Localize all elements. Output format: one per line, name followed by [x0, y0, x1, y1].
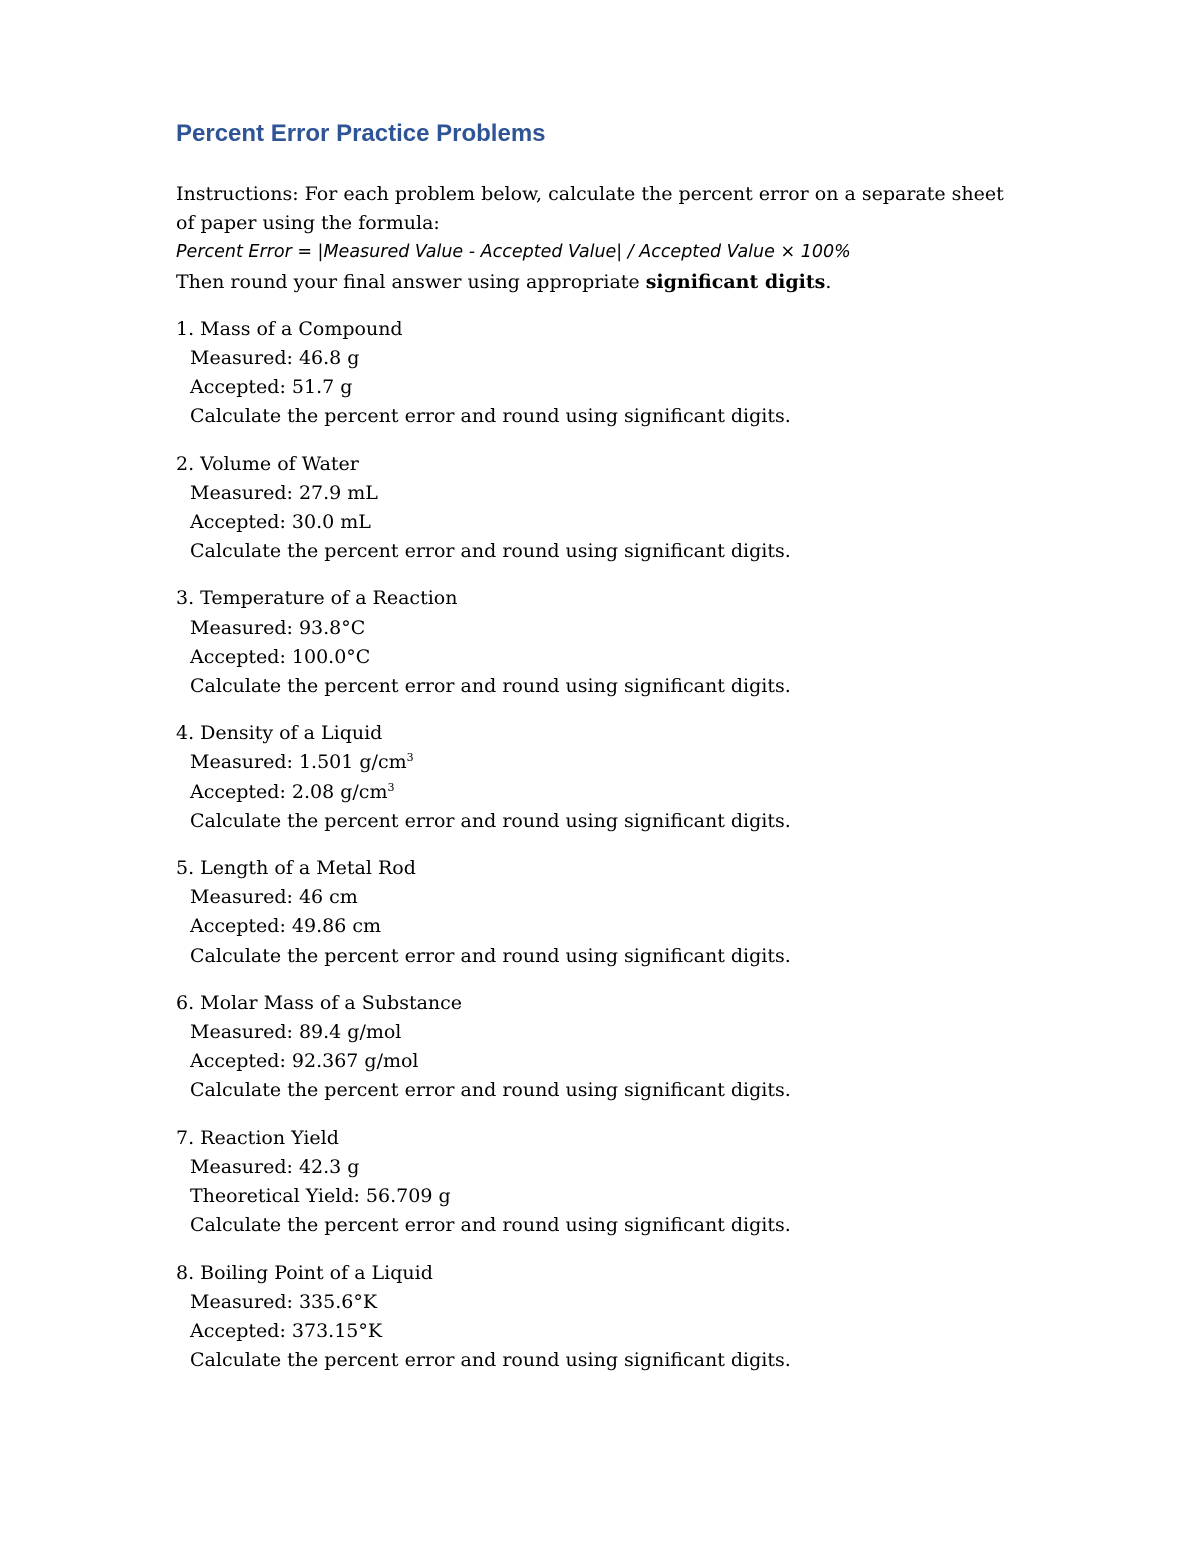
- problem-3: [176, 584, 1026, 701]
- problem-8: [176, 1259, 1026, 1376]
- measured-value: Measured: 46 cm: [190, 886, 358, 909]
- document-page: [176, 118, 1026, 1393]
- accepted-value: Accepted: 30.0 mL: [190, 511, 371, 534]
- measured-text: Measured: 1.501 g/cm: [190, 751, 407, 774]
- measured-value: Measured: 89.4 g/mol: [190, 1021, 402, 1044]
- problem-2: [176, 450, 1026, 567]
- accepted-value: Accepted: 100.0°C: [190, 645, 371, 668]
- instructions: [176, 180, 1026, 297]
- problem-task: Calculate the percent error and round using significant digits.: [190, 1079, 791, 1102]
- measured-value: Measured: 27.9 mL: [190, 481, 378, 504]
- problem-task: Calculate the percent error and round using significant digits.: [190, 809, 791, 832]
- problem-heading: 7. Reaction Yield: [176, 1126, 339, 1149]
- accepted-value: Theoretical Yield: 56.709 g: [190, 1185, 451, 1208]
- problem-1: [176, 315, 1026, 432]
- problem-5: [176, 854, 1026, 971]
- problem-6: [176, 989, 1026, 1106]
- accepted-value: Accepted: 92.367 g/mol: [190, 1050, 419, 1073]
- measured-value: [176, 748, 1026, 777]
- instructions-text: Instructions: For each problem below, calculate the percent error on a separate sheet of paper using the formula:: [176, 183, 1004, 235]
- formula: Percent Error = |Measured Value - Accepted Value| / Accepted Value × 100%: [176, 242, 851, 263]
- rounding-instruction: [176, 268, 1026, 297]
- measured-value: Measured: 42.3 g: [190, 1155, 360, 1178]
- rounding-period: .: [825, 270, 832, 293]
- accepted-text: Accepted: 2.08 g/cm: [190, 780, 388, 803]
- problem-4: [176, 719, 1026, 836]
- measured-value: Measured: 93.8°C: [190, 616, 366, 639]
- problem-heading: 4. Density of a Liquid: [176, 722, 383, 745]
- problem-task: Calculate the percent error and round using significant digits.: [190, 675, 791, 698]
- accepted-exponent: 3: [387, 780, 395, 794]
- measured-value: Measured: 335.6°K: [190, 1290, 378, 1313]
- problem-heading: 3. Temperature of a Reaction: [176, 587, 458, 610]
- measured-exponent: 3: [406, 751, 414, 765]
- measured-value: Measured: 46.8 g: [190, 347, 360, 370]
- problem-heading: 1. Mass of a Compound: [176, 317, 403, 340]
- problem-7: [176, 1124, 1026, 1241]
- accepted-value: Accepted: 51.7 g: [190, 376, 353, 399]
- problem-heading: 5. Length of a Metal Rod: [176, 857, 416, 880]
- problem-task: Calculate the percent error and round using significant digits.: [190, 944, 791, 967]
- rounding-text: Then round your final answer using appropriate: [176, 270, 646, 293]
- rounding-emphasis: significant digits: [645, 270, 826, 293]
- page-title: Percent Error Practice Problems: [176, 120, 546, 147]
- accepted-value: [176, 778, 1026, 807]
- problem-heading: 6. Molar Mass of a Substance: [176, 991, 463, 1014]
- problem-task: Calculate the percent error and round using significant digits.: [190, 540, 791, 563]
- problem-heading: 2. Volume of Water: [176, 452, 359, 475]
- problem-task: Calculate the percent error and round using significant digits.: [190, 405, 791, 428]
- accepted-value: Accepted: 49.86 cm: [190, 915, 381, 938]
- problem-task: Calculate the percent error and round using significant digits.: [190, 1349, 791, 1372]
- problem-task: Calculate the percent error and round using significant digits.: [190, 1214, 791, 1237]
- accepted-value: Accepted: 373.15°K: [190, 1319, 383, 1342]
- problem-heading: 8. Boiling Point of a Liquid: [176, 1261, 433, 1284]
